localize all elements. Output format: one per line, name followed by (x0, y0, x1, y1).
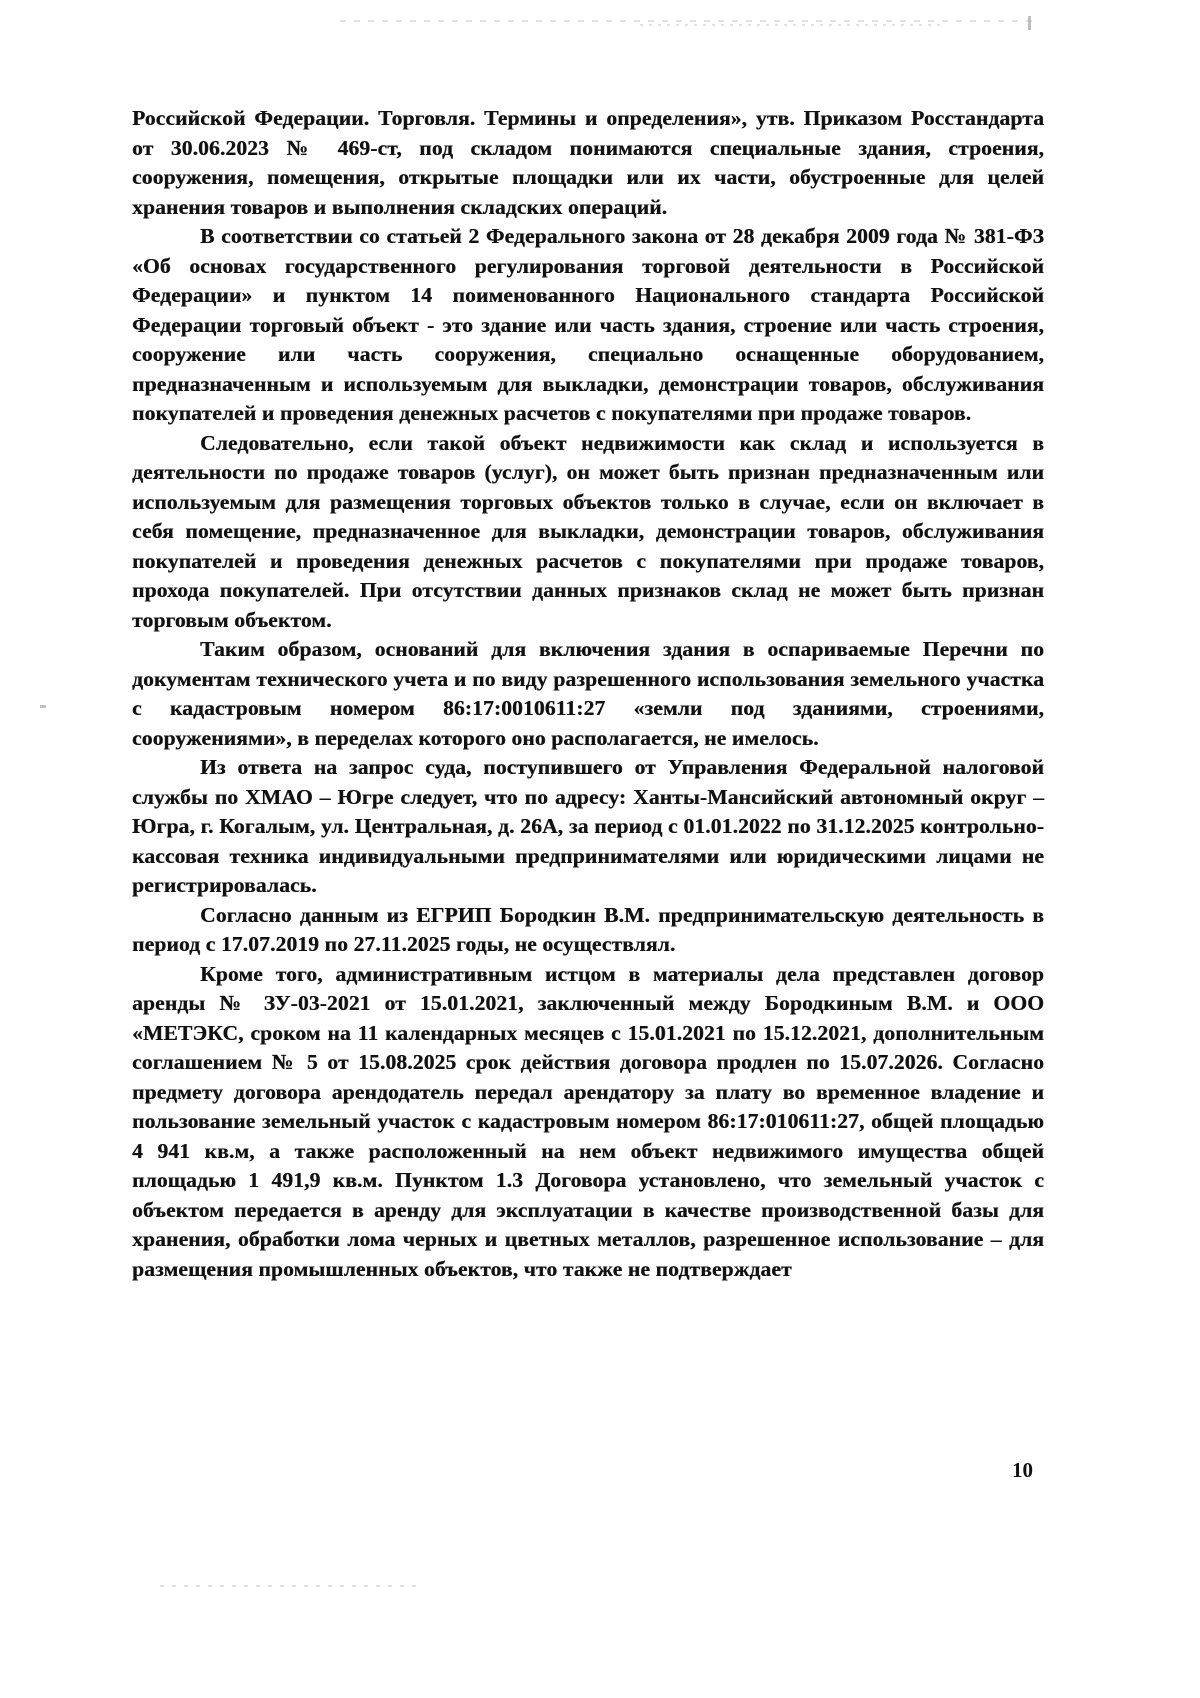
paragraph-no-grounds: Таким образом, оснований для включения здания в оспариваемые Перечни по документам технического учета и по виду разрешенного использования земельного участка с кадастровым номером 86:17:0010611:27 «земли под зданиями, строениями, сооружениями», в переделах которого оно располагается, не имелось. (132, 637, 1044, 750)
paragraph-lease-agreement: Кроме того, административным истцом в материалы дела представлен договор аренды № ЗУ-03-2021 от 15.01.2021, заключенный между Бородкиным В.М. и ООО «МЕТЭКС, сроком на 11 календарных месяцев с 15.01.2021 по 15.12.2021, дополнительным соглашением № 5 от 15.08.2025 срок действия договора продлен по 15.07.2026. Согласно предмету договора арендодатель передал арендатору за плату во временное владение и пользование земельный участок с кадастровым номером 86:17:010611:27, общей площадью 4 941 кв.м, а также расположенный на нем объект недвижимого имущества общей площадью 1 491,9 кв.м. Пунктом 1.3 Договора установлено, что земельный участок с объектом передается в аренду для эксплуатации в качестве производственной базы для хранения, обработки лома черных и цветных металлов, разрешенное использование – для размещения промышленных объектов, что также не подтверждает (132, 961, 1044, 1281)
paragraph-warehouse-conclusion: Следовательно, если такой объект недвижимости как склад и используется в деятельности по продаже товаров (услуг), он может быть признан предназначенным или используемым для размещения торговых объектов только в случае, если он включает в себя помещение, предназначенное для выкладки, демонстрации товаров, обслуживания покупателей и проведения денежных расчетов с покупателями при продаже товаров, прохода покупателей. При отсутствии данных признаков склад не может быть признан торговым объектом. (132, 430, 1044, 632)
paragraph-tax-service-response: Из ответа на запрос суда, поступившего от Управления Федеральной налоговой службы по ХМАО – Югре следует, что по адресу: Ханты-Мансийский автономный округ – Югра, г. Когалым, ул. Центральная, д. 26А, за период с 01.01.2022 по 31.12.2025 контрольно-кассовая техника индивидуальными предпринимателями или юридическими лицами не регистрировалась. (132, 755, 1044, 897)
paragraph-continuation: Российской Федерации. Торговля. Термины и определения», утв. Приказом Росстандарта от 30.06.2023 № 469-ст, под складом понимаются специальные здания, строения, сооружения, помещения, открытые площадки или их части, обустроенные для целей хранения товаров и выполнения складских операций. (132, 106, 1044, 219)
paragraph-trade-object-definition: В соответствии со статьей 2 Федерального закона от 28 декабря 2009 года № 381-ФЗ «Об основах государственного регулирования торговой деятельности в Российской Федерации» и пунктом 14 поименованного Национального стандарта Российской Федерации торговый объект - это здание или часть здания, строение или часть строения, сооружение или часть сооружения, специально оснащенные оборудованием, предназначенным и используемым для выкладки, демонстрации товаров, обслуживания покупателей и проведения денежных расчетов с покупателями при продаже товаров. (132, 224, 1044, 425)
scan-artifact-bottom (160, 1585, 420, 1587)
page-number: 10 (1012, 1458, 1033, 1482)
scan-artifact-left (40, 705, 46, 708)
scan-artifact-top-secondary (640, 24, 940, 26)
paragraph-egrip-data: Согласно данным из ЕГРИП Бородкин В.М. предпринимательскую деятельность в период с 17.07.2019 по 27.11.2025 годы, не осуществлял. (132, 902, 1044, 956)
scan-artifact-corner (1028, 16, 1031, 30)
document-body (132, 104, 1044, 1284)
scan-artifact-top (340, 20, 1040, 22)
